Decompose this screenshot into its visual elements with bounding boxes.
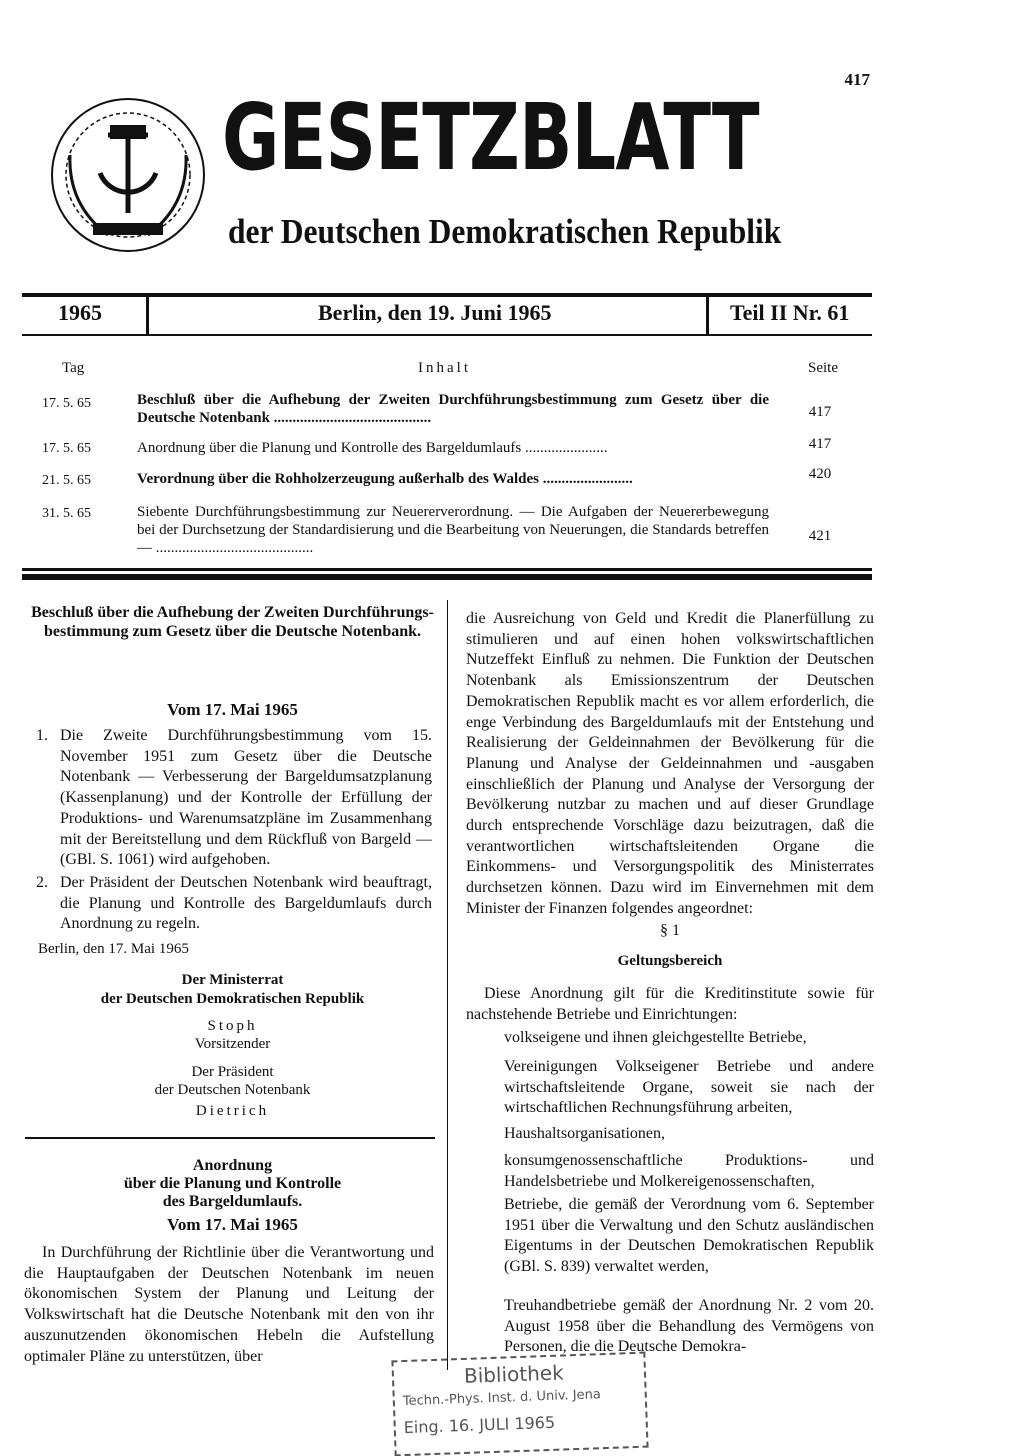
- toc-entry-page: 421: [808, 528, 832, 544]
- list-item: Der Präsident der Deutschen Notenbank wird beauftragt, die Planung und Kontrolle des Bargeldumlaufs durch Anordnung zu regeln.: [60, 874, 432, 933]
- section-number: § 1: [660, 922, 680, 939]
- toc-entry-page: 417: [808, 404, 832, 420]
- toc-entry-text: Beschluß über die Aufhebung der Zweiten Durchführungsbestimmung zum Gesetz über die Deutsche Notenbank ..........................................: [137, 392, 769, 426]
- anordnung-title: über die Planung und Kontrolle: [123, 1175, 342, 1192]
- issue-rule-bottom: [22, 334, 872, 336]
- beschluss-title: Beschluß über die Aufhebung der Zweiten Durchführungs-bestimmung zum Gesetz über die Deutsche Notenbank.: [31, 604, 434, 640]
- issue-divider: [706, 296, 709, 336]
- toc-entry-date: 21. 5. 65: [42, 473, 91, 488]
- sign-place-date: Berlin, den 17. Mai 1965: [38, 941, 189, 957]
- list-item: Haushaltsorganisationen,: [504, 1125, 666, 1142]
- stamp-line: Bibliothek: [463, 1360, 565, 1388]
- signer-role: Der Präsident: [191, 1064, 274, 1080]
- list-item-number: 1.: [36, 727, 48, 744]
- anordnung-title: Anordnung: [192, 1157, 273, 1174]
- masthead-title: GESETZBLATT: [222, 84, 759, 191]
- section-title: Geltungsbereich: [617, 953, 723, 969]
- issue-part-number: Teil II Nr. 61: [730, 300, 850, 325]
- stamp-line: Eing. 16. JULI 1965: [403, 1412, 556, 1438]
- toc-entry-page: 417: [808, 436, 832, 452]
- toc-entry-text: Verordnung über die Rohholzerzeugung außerhalb des Waldes ........................: [137, 471, 633, 487]
- toc-entry-text: Anordnung über die Planung und Kontrolle des Bargeldumlaufs ......................: [137, 440, 608, 456]
- beschluss-date: Vom 17. Mai 1965: [167, 700, 298, 719]
- section-rule: [25, 1137, 435, 1139]
- list-item-number: 2.: [36, 874, 48, 891]
- stamp-line: Techn.-Phys. Inst. d. Univ. Jena: [402, 1387, 602, 1410]
- list-item: Vereinigungen Volkseigener Betriebe und andere wirtschaftsleitende Organe, soweit sie nach der wirtschaftlichen Rechnungsführung arbeiten,: [504, 1058, 874, 1117]
- toc-rule: [22, 574, 872, 580]
- list-item: Die Zweite Durchführungsbestimmung vom 15. November 1951 zum Gesetz über die Deutsche Notenbank — Verbesserung der Bargeldumsatzplanung (Kassenplanung) und der Kontrolle der Erfüllung der Produktions- und Warenumsatzpläne im Zusammenhang mit der Bereitstellung und dem Rückfluß von Bargeld — (GBl. S. 1061) wird aufgehoben.: [60, 727, 432, 869]
- issue-place-date: Berlin, den 19. Juni 1965: [318, 300, 552, 325]
- toc-rule: [22, 568, 872, 571]
- toc-entry-text: Siebente Durchführungsbestimmung zur Neuererverordnung. — Die Aufgaben der Neuererbewegung bei der Durchsetzung der Standardisierung und die Bearbeitung von Neuerungen, die Standards betreffen — ..........................................: [137, 504, 769, 556]
- issue-rule-top: [22, 293, 872, 297]
- issue-year: 1965: [58, 300, 102, 325]
- anordnung-intro: In Durchführung der Richtlinie über die Verantwortung und die Hauptaufgaben der Deutschen Notenbank im neuen ökonomischen System der Planung und Leitung der Volkswirtschaft hat die Deutsche Notenbank mit den von ihr auszunutzenden ökonomischen Hebeln die Aufstellung optimaler Pläne zu unterstützen, über: [24, 1244, 434, 1365]
- list-item: Treuhandbetriebe gemäß der Anordnung Nr. 2 vom 20. August 1958 über die Behandlung des Vermögens von Personen, die die Deutsche Demokra-: [504, 1297, 874, 1356]
- council-name: der Deutschen Demokratischen Republik: [100, 991, 365, 1007]
- column-divider: [447, 600, 448, 1370]
- signer-name: Dietrich: [195, 1103, 270, 1119]
- page-number: 417: [844, 70, 870, 89]
- signer-name: Stoph: [207, 1018, 258, 1034]
- issue-divider: [146, 296, 149, 336]
- toc-entry-date: 17. 5. 65: [42, 441, 91, 456]
- masthead-subtitle: der Deutschen Demokratischen Republik: [228, 212, 782, 251]
- toc-entry-date: 17. 5. 65: [42, 396, 91, 411]
- signer-role: Vorsitzender: [194, 1036, 271, 1052]
- toc-entry-page: 420: [808, 466, 832, 482]
- list-item: Betriebe, die gemäß der Verordnung vom 6. September 1951 über die Verwaltung und den Schutz ausländischen Eigentums in der Deutschen Demokratischen Republik (GBl. S. 839) verwaltet werden,: [504, 1196, 874, 1276]
- list-item: volkseigene und ihnen gleichgestellte Betriebe,: [504, 1029, 807, 1046]
- list-item: konsumgenossenschaftliche Produktions- und Handelsbetriebe und Molkereigenossenschaften,: [504, 1152, 874, 1190]
- signer-role: der Deutschen Notenbank: [154, 1082, 311, 1098]
- anordnung-continuation: die Ausreichung von Geld und Kredit die Planerfüllung zu stimulieren und auf einen hohen volkswirtschaftlichen Nutzeffekt Einfluß zu nehmen. Die Funktion der Deutschen Notenbank als Emissionszentrum der Deutschen Demokratischen Republik macht es vor allem erforderlich, die enge Verbindung des Bargeldumlaufs mit der Entstehung und Realisierung der Geldeinnahmen der Bevölkerung für die Planung und Analyse der Geldeinnahmen und -ausgaben einschließlich der Planung und Analyse der Versorgung der Bevölkerung nutzbar zu machen und auf dieser Grundlage durch entsprechende Vorschläge dazu beizutragen, daß die verantwortlichen wirtschaftsleitenden Organe die Einkommens- und Versorgungspolitik des Ministerrates durchsetzen können. Dazu wird im Einvernehmen mit dem Minister der Finanzen folgendes angeordnet:: [466, 610, 874, 917]
- toc-col-content: Inhalt: [418, 360, 471, 376]
- state-emblem-icon: [48, 95, 208, 255]
- toc-entry-date: 31. 5. 65: [42, 506, 91, 521]
- anordnung-date: Vom 17. Mai 1965: [167, 1215, 298, 1234]
- toc-col-date: Tag: [62, 360, 85, 376]
- toc-col-page: Seite: [808, 360, 838, 376]
- council-name: Der Ministerrat: [181, 972, 284, 988]
- library-stamp: [391, 1352, 648, 1456]
- section-intro: Diese Anordnung gilt für die Kreditinstitute sowie für nachstehende Betriebe und Einrichtungen:: [466, 985, 874, 1023]
- anordnung-title: des Bargeldumlaufs.: [162, 1193, 303, 1210]
